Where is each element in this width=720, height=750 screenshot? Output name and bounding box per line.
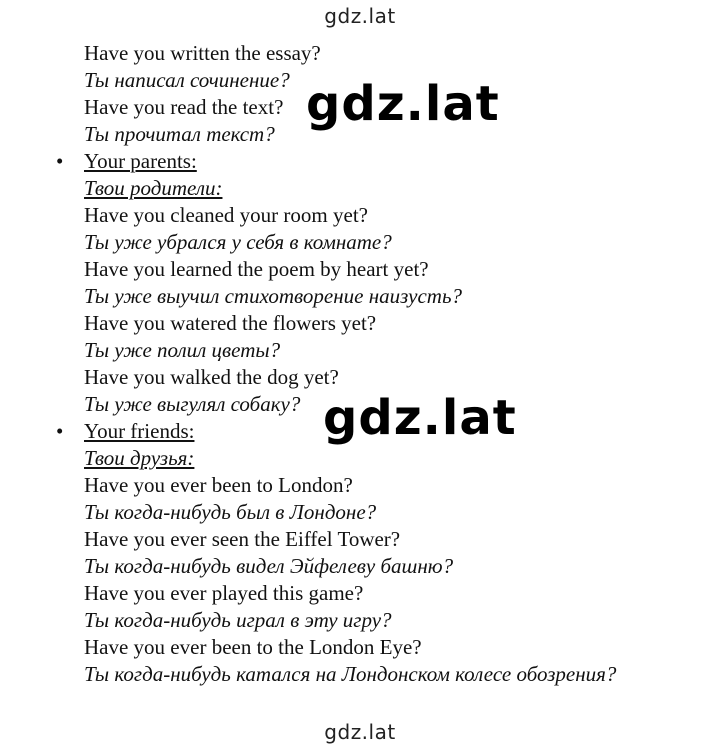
question-en: Have you learned the poem by heart yet? <box>84 257 429 281</box>
section-heading-parents-ru: Твои родители: <box>84 176 223 200</box>
watermark-bottom: gdz.lat <box>324 720 396 744</box>
question-en: Have you watered the flowers yet? <box>84 311 377 335</box>
question-en: Have you written the essay? <box>84 41 321 65</box>
question-ru: Ты написал сочинение? <box>84 68 290 92</box>
question-en: Have you read the text? <box>84 95 284 119</box>
question-en: Have you ever played this game? <box>84 581 364 605</box>
question-ru: Ты когда-нибудь играл в эту игру? <box>84 608 392 632</box>
bullet-icon: • <box>56 149 64 173</box>
section-heading-parents: Your parents: <box>84 149 197 173</box>
question-ru: Ты уже убрался у себя в комнате? <box>84 230 392 254</box>
question-ru: Ты когда-нибудь катался на Лондонском колесе обозрения? <box>84 662 617 686</box>
question-en: Have you cleaned your room yet? <box>84 203 368 227</box>
bullet-icon: • <box>56 419 64 443</box>
question-ru: Ты когда-нибудь видел Эйфелеву башню? <box>84 554 454 578</box>
watermark-large: gdz.lat <box>306 76 500 132</box>
watermark-top: gdz.lat <box>324 4 396 28</box>
question-en: Have you walked the dog yet? <box>84 365 339 389</box>
question-en: Have you ever been to London? <box>84 473 353 497</box>
question-en: Have you ever seen the Eiffel Tower? <box>84 527 401 551</box>
section-heading-friends: Your friends: <box>84 419 195 443</box>
question-ru: Ты прочитал текст? <box>84 122 275 146</box>
question-ru: Ты уже полил цветы? <box>84 338 281 362</box>
section-heading-friends-ru: Твои друзья: <box>84 446 195 470</box>
question-en: Have you ever been to the London Eye? <box>84 635 422 659</box>
question-ru: Ты когда-нибудь был в Лондоне? <box>84 500 377 524</box>
watermark-large: gdz.lat <box>323 390 517 446</box>
question-ru: Ты уже выгулял собаку? <box>84 392 301 416</box>
question-ru: Ты уже выучил стихотворение наизусть? <box>84 284 463 308</box>
